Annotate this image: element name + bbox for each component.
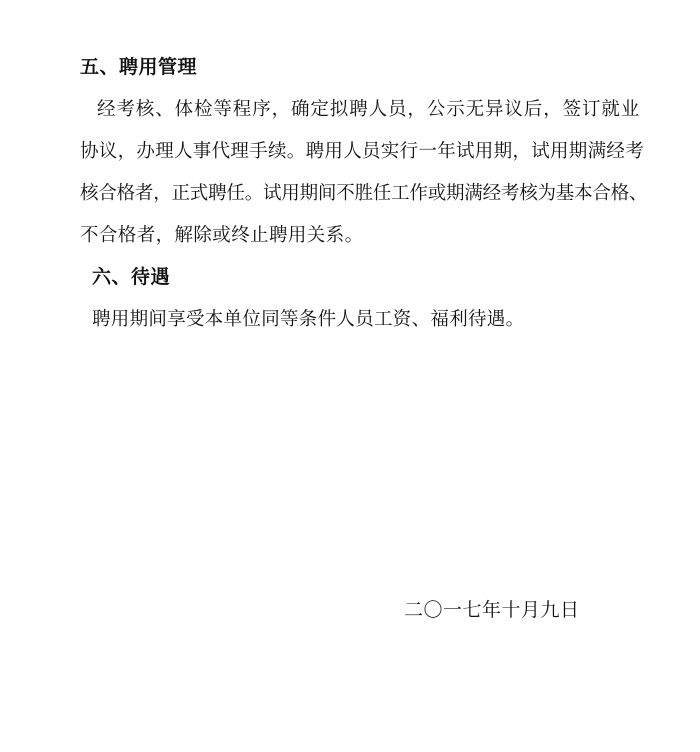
paragraph-line: 核合格者，正式聘任。试用期间不胜任工作或期满经考核为基本合格、 (80, 183, 648, 204)
paragraph-line: 经考核、体检等程序，确定拟聘人员，公示无异议后，签订就业 (97, 99, 641, 120)
paragraph-line: 协议，办理人事代理手续。聘用人员实行一年试用期，试用期满经考 (80, 141, 645, 162)
paragraph-line: 不合格者，解除或终止聘用关系。 (80, 225, 364, 246)
document-date: 二〇一七年十月九日 (404, 599, 580, 621)
paragraph-line: 聘用期间享受本单位同等条件人员工资、福利待遇。 (92, 309, 525, 330)
section-heading-benefits: 六、待遇 (92, 266, 171, 288)
section-heading-employment-management: 五、聘用管理 (80, 56, 198, 78)
